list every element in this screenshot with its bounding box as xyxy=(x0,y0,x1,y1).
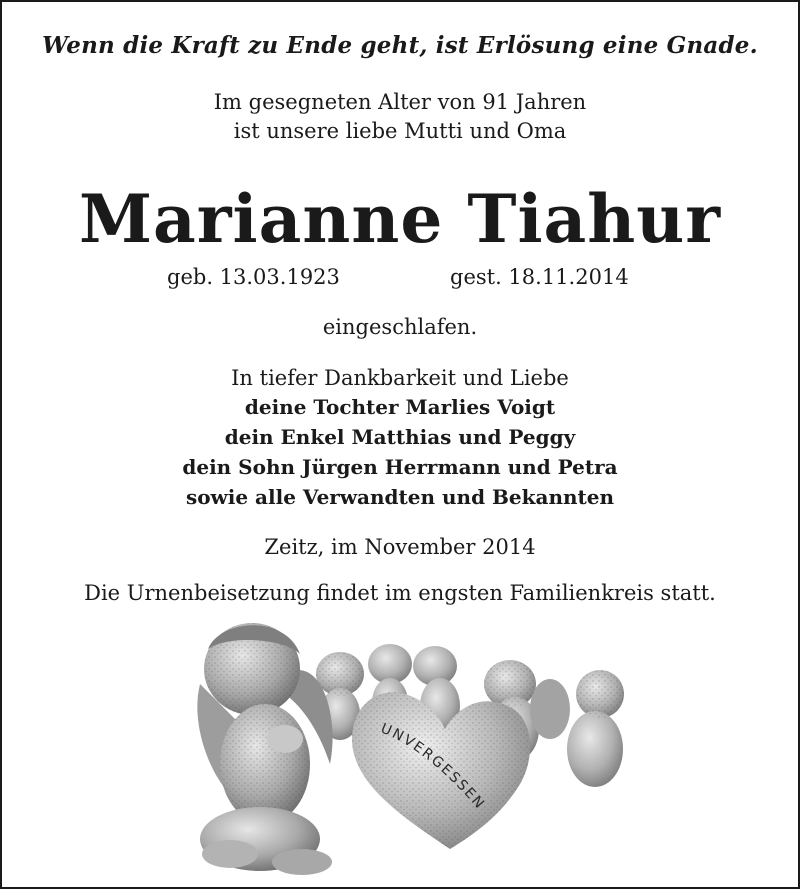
angels-heart-photo xyxy=(190,614,635,882)
cherub-statue xyxy=(197,623,332,875)
heart-inscription: UNVERGESSEN xyxy=(378,720,489,814)
mourner-line: sowie alle Verwandten und Bekannten xyxy=(185,485,615,509)
mourner-line: dein Sohn Jürgen Herrmann und Petra xyxy=(182,455,618,479)
burial-note: Die Urnenbeisetzung findet im engsten Familienkreis statt. xyxy=(84,581,716,605)
status-text: eingeschlafen. xyxy=(322,315,478,339)
birth-date: geb. 13.03.1923 xyxy=(167,265,340,289)
mourners-intro: In tiefer Dankbarkeit und Liebe xyxy=(231,366,569,390)
mourner-line: dein Enkel Matthias und Peggy xyxy=(224,425,576,449)
mourner-line: deine Tochter Marlies Voigt xyxy=(244,395,556,419)
place-date: Zeitz, im November 2014 xyxy=(264,535,536,559)
motto: Wenn die Kraft zu Ende geht, ist Erlösung eine Gnade. xyxy=(42,32,758,59)
deceased-name: Marianne Tiahur xyxy=(78,180,722,258)
intro-line-1: Im gesegneten Alter von 91 Jahren xyxy=(213,90,587,114)
death-date: gest. 18.11.2014 xyxy=(450,265,629,289)
life-dates xyxy=(2,265,798,295)
intro-line-2: ist unsere liebe Mutti und Oma xyxy=(233,119,567,143)
